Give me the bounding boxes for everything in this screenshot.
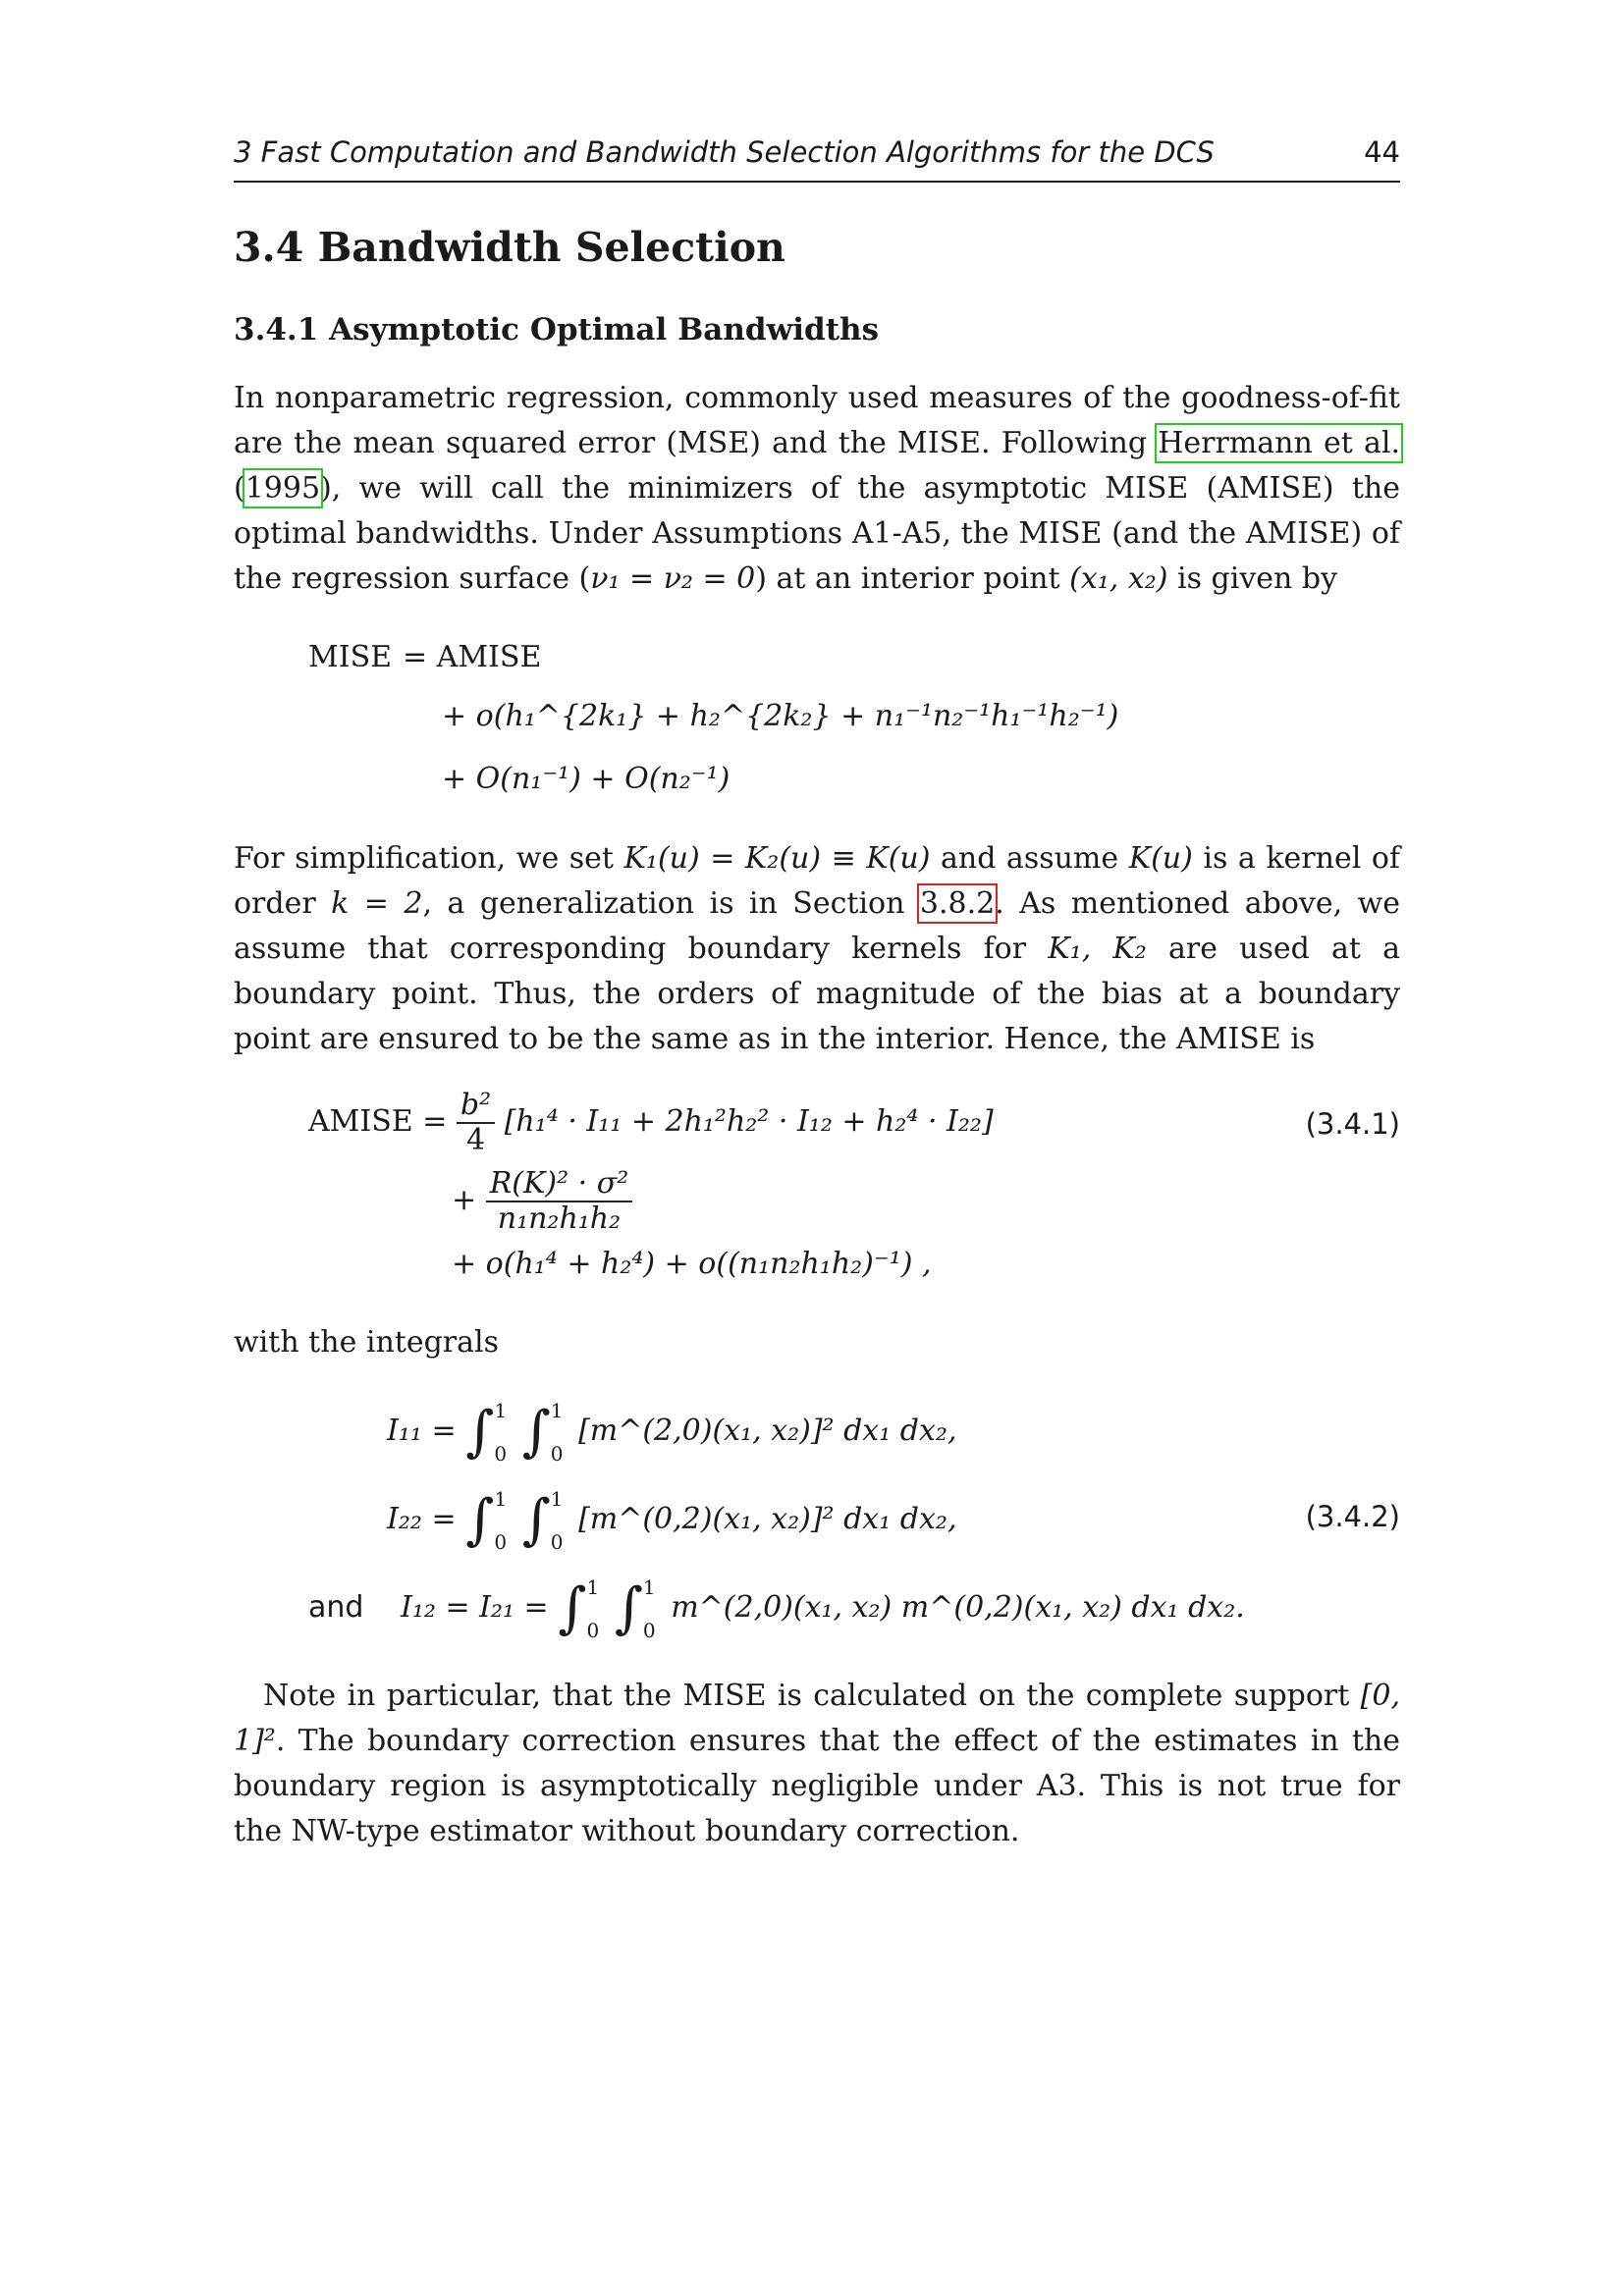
equation-i11 bbox=[387, 1392, 956, 1470]
integral-sign: ∫ bbox=[465, 1400, 495, 1464]
citation-link-year[interactable]: 1995 bbox=[244, 471, 321, 506]
fraction-denominator: 4 bbox=[465, 1123, 486, 1157]
integral-limits bbox=[643, 1576, 656, 1641]
equals-sign: = bbox=[422, 1104, 457, 1139]
upper-limit: 1 bbox=[586, 1575, 600, 1599]
equation-number-342: (3.4.2) bbox=[1305, 1500, 1400, 1533]
fraction-denominator: n₁n₂h₁h₂ bbox=[497, 1201, 622, 1236]
text: . As mentioned above, we assume that corresponding boundary kernels for bbox=[234, 886, 1400, 966]
equation-mise-lhs: MISE bbox=[308, 640, 393, 674]
integral-sign: ∫ bbox=[614, 1576, 643, 1640]
text: ), we will call the minimizers of the asymptotic MISE (AMISE) the optimal bandwidths. Under Assumptions A1-A5, the MISE (and the AMISE) of the regression surface ( bbox=[234, 471, 1400, 596]
integral-limits bbox=[494, 1400, 507, 1465]
text: is given by bbox=[1167, 561, 1338, 596]
paragraph-with-integrals: with the integrals bbox=[234, 1325, 499, 1360]
equation-341-line3: + o(h₁⁴ + h₂⁴) + o((n₁n₂h₁h₂)⁻¹) , bbox=[452, 1247, 932, 1281]
plus-sign: + bbox=[452, 1183, 486, 1217]
equation-i12 bbox=[308, 1569, 1245, 1647]
equation-341 bbox=[308, 1088, 994, 1156]
fraction-numerator: b² bbox=[457, 1089, 495, 1124]
equation-mise-line2: + o(h₁^{2k₁} + h₂^{2k₂} + n₁⁻¹n₂⁻¹h₁⁻¹h₂⁻¹) bbox=[442, 699, 1119, 733]
equation-number-341: (3.4.1) bbox=[1305, 1107, 1400, 1141]
equation-341-line1: [h₁⁴ · I₁₁ + 2h₁²h₂² · I₁₂ + h₂⁴ · I₂₂] bbox=[504, 1104, 994, 1139]
text: are used at a boundary point. Thus, the orders of magnitude of the bias at a boundary point are ensured to be the same as in the interior. Hence, the AMISE is bbox=[234, 932, 1400, 1056]
i11-lhs: I₁₁ = bbox=[387, 1414, 457, 1448]
paragraph-intro bbox=[234, 376, 1400, 602]
running-title: 3 Fast Computation and Bandwidth Selection Algorithms for the DCS bbox=[234, 135, 1215, 169]
i11-integrand: [m^(2,0)(x₁, x₂)]² dx₁ dx₂, bbox=[578, 1414, 957, 1448]
integral-sign: ∫ bbox=[521, 1400, 551, 1464]
inline-math: [0, 1]² bbox=[234, 1679, 1400, 1758]
subsection-title: 3.4.1 Asymptotic Optimal Bandwidths bbox=[234, 312, 880, 347]
upper-limit: 1 bbox=[550, 1399, 564, 1422]
lower-limit: 0 bbox=[494, 1530, 508, 1554]
text: In nonparametric regression, commonly used measures of the goodness-of-fit are the mean squared error (MSE) and the MISE. Following bbox=[234, 381, 1400, 460]
text: . The boundary correction ensures that the effect of the estimates in the boundary region is asymptotically negligible under A3. This is not true for the NW-type estimator without boundary correction. bbox=[234, 1724, 1400, 1848]
integral-limits bbox=[551, 1488, 564, 1553]
i12-integrand: m^(2,0)(x₁, x₂) m^(0,2)(x₁, x₂) dx₁ dx₂. bbox=[671, 1590, 1245, 1625]
inline-math: k = 2 bbox=[331, 886, 423, 921]
upper-limit: 1 bbox=[642, 1575, 656, 1599]
i12-lhs: I₁₂ = I₂₁ = bbox=[401, 1590, 549, 1625]
paragraph-simplification bbox=[234, 836, 1400, 1062]
lower-limit: 0 bbox=[642, 1619, 656, 1642]
lower-limit: 0 bbox=[550, 1442, 564, 1466]
upper-limit: 1 bbox=[550, 1487, 564, 1511]
i22-lhs: I₂₂ = bbox=[387, 1502, 457, 1536]
fraction-variance-term bbox=[486, 1167, 633, 1236]
integral-sign: ∫ bbox=[465, 1488, 495, 1552]
and-word: and bbox=[308, 1590, 364, 1625]
inline-math: K₁, K₂ bbox=[1048, 932, 1147, 966]
text: , a generalization is in Section bbox=[422, 886, 920, 921]
lower-limit: 0 bbox=[494, 1442, 508, 1466]
integral-limits bbox=[586, 1576, 599, 1641]
text: ) at an interior point bbox=[755, 561, 1070, 596]
fraction-numerator: R(K)² · σ² bbox=[486, 1167, 633, 1202]
inline-math: K(u) bbox=[1128, 841, 1193, 876]
inline-math: ν₁ = ν₂ = 0 bbox=[590, 561, 756, 596]
equation-mise-line1: = AMISE bbox=[403, 640, 542, 674]
equation-mise-line3: + O(n₁⁻¹) + O(n₂⁻¹) bbox=[442, 762, 731, 796]
integral-limits bbox=[494, 1488, 507, 1553]
upper-limit: 1 bbox=[494, 1399, 508, 1422]
lower-limit: 0 bbox=[550, 1530, 564, 1554]
equation-i22 bbox=[387, 1480, 956, 1559]
integral-sign: ∫ bbox=[558, 1576, 587, 1640]
integral-limits bbox=[551, 1400, 564, 1465]
section-title: 3.4 Bandwidth Selection bbox=[234, 224, 785, 271]
integral-sign: ∫ bbox=[521, 1488, 551, 1552]
text: Note in particular, that the MISE is calculated on the complete support bbox=[263, 1679, 1361, 1713]
paragraph-note bbox=[234, 1674, 1400, 1854]
text: and assume bbox=[930, 841, 1129, 876]
text: is a kernel of order bbox=[234, 841, 1401, 921]
page-number: 44 bbox=[1364, 135, 1400, 169]
text: For simplification, we set bbox=[234, 841, 624, 876]
running-header bbox=[234, 135, 1400, 183]
upper-limit: 1 bbox=[494, 1487, 508, 1511]
text: ( bbox=[234, 471, 245, 506]
equation-341-line2 bbox=[452, 1166, 632, 1235]
fraction-b2-over-4 bbox=[457, 1089, 495, 1157]
equation-341-lhs: AMISE bbox=[308, 1104, 413, 1139]
section-reference-link[interactable]: 3.8.2 bbox=[919, 886, 996, 921]
citation-link-author[interactable]: Herrmann et al. bbox=[1158, 426, 1400, 460]
inline-math: K₁(u) = K₂(u) ≡ K(u) bbox=[623, 841, 931, 876]
i22-integrand: [m^(0,2)(x₁, x₂)]² dx₁ dx₂, bbox=[578, 1502, 957, 1536]
lower-limit: 0 bbox=[586, 1619, 600, 1642]
inline-math: (x₁, x₂) bbox=[1069, 561, 1168, 596]
